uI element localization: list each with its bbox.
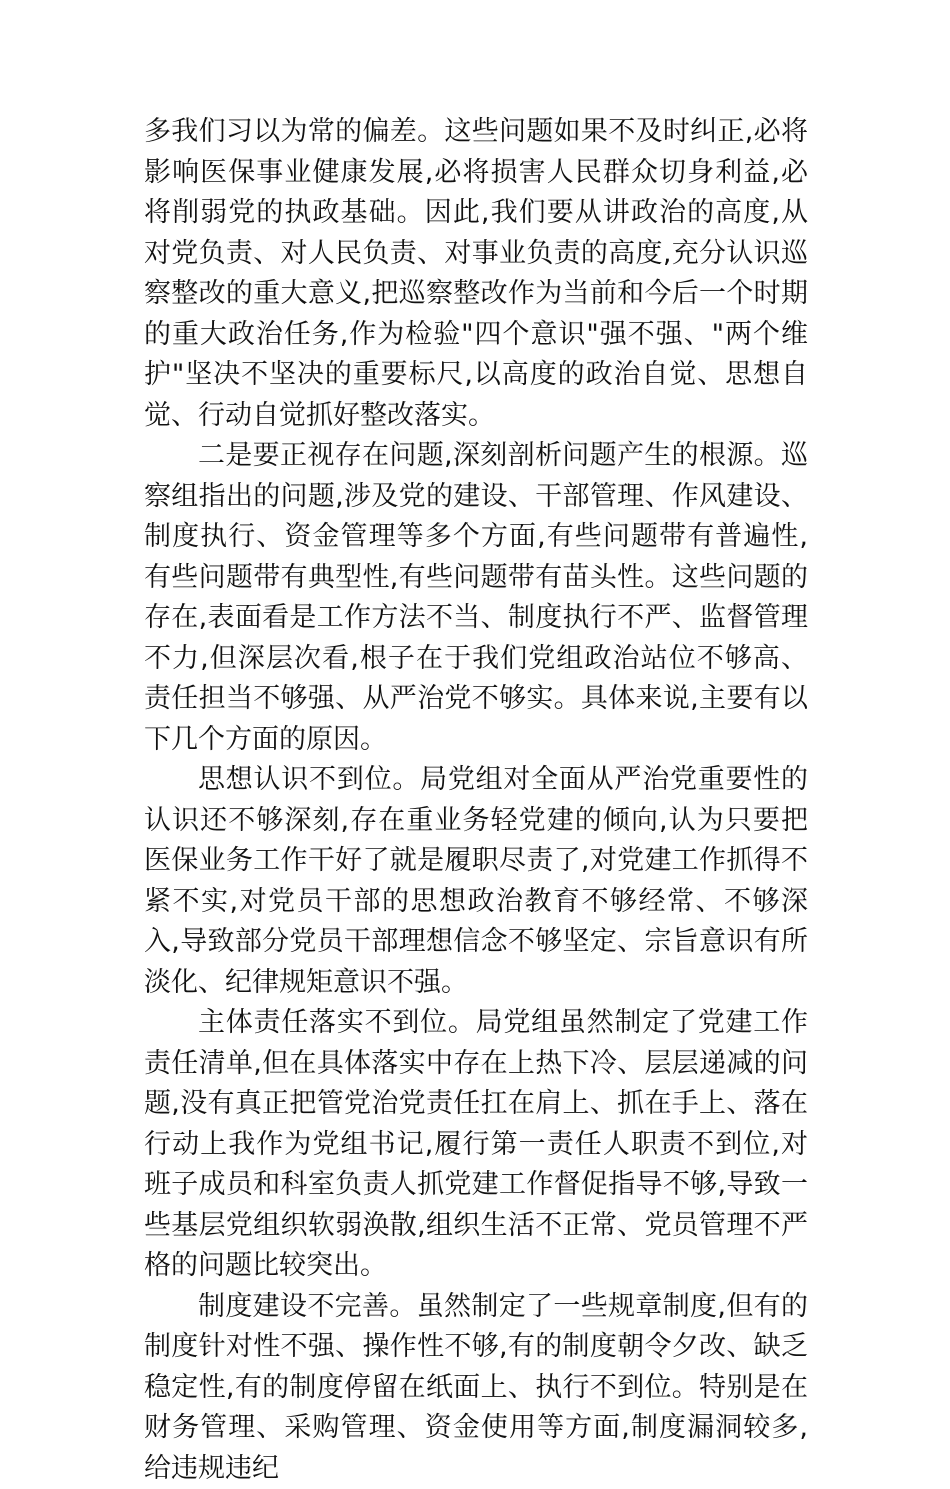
paragraph-2: 二是要正视存在问题,深刻剖析问题产生的根源。巡察组指出的问题,涉及党的建设、干部管理、作风建设、制度执行、资金管理等多个方面,有些问题带有普遍性,有些问题带有典型性,有些问题带有苗头性。这些问题的存在,表面看是工作方法不当、制度执行不严、监督管理不力,但深层次看,根子在于我们党组政治站位不够高、责任担当不够强、从严治党不够实。具体来说,主要有以下几个方面的原因。 — [144, 436, 808, 760]
paragraph-5: 制度建设不完善。虽然制定了一些规章制度,但有的制度针对性不强、操作性不够,有的制度朝令夕改、缺乏稳定性,有的制度停留在纸面上、执行不到位。特别是在财务管理、采购管理、资金使用等方面,制度漏洞较多,给违规违纪 — [144, 1287, 808, 1489]
document-body — [144, 112, 808, 1489]
paragraph-4: 主体责任落实不到位。局党组虽然制定了党建工作责任清单,但在具体落实中存在上热下冷、层层递减的问题,没有真正把管党治党责任扛在肩上、抓在手上、落在行动上我作为党组书记,履行第一责任人职责不到位,对班子成员和科室负责人抓党建工作督促指导不够,导致一些基层党组织软弱涣散,组织生活不正常、党员管理不严格的问题比较突出。 — [144, 1003, 808, 1287]
paragraph-1: 多我们习以为常的偏差。这些问题如果不及时纠正,必将影响医保事业健康发展,必将损害人民群众切身利益,必将削弱党的执政基础。因此,我们要从讲政治的高度,从对党负责、对人民负责、对事业负责的高度,充分认识巡察整改的重大意义,把巡察整改作为当前和今后一个时期的重大政治任务,作为检验"四个意识"强不强、"两个维护"坚决不坚决的重要标尺,以高度的政治自觉、思想自觉、行动自觉抓好整改落实。 — [144, 112, 808, 436]
paragraph-3: 思想认识不到位。局党组对全面从严治党重要性的认识还不够深刻,存在重业务轻党建的倾向,认为只要把医保业务工作干好了就是履职尽责了,对党建工作抓得不紧不实,对党员干部的思想政治教育不够经常、不够深入,导致部分党员干部理想信念不够坚定、宗旨意识有所淡化、纪律规矩意识不强。 — [144, 760, 808, 1003]
